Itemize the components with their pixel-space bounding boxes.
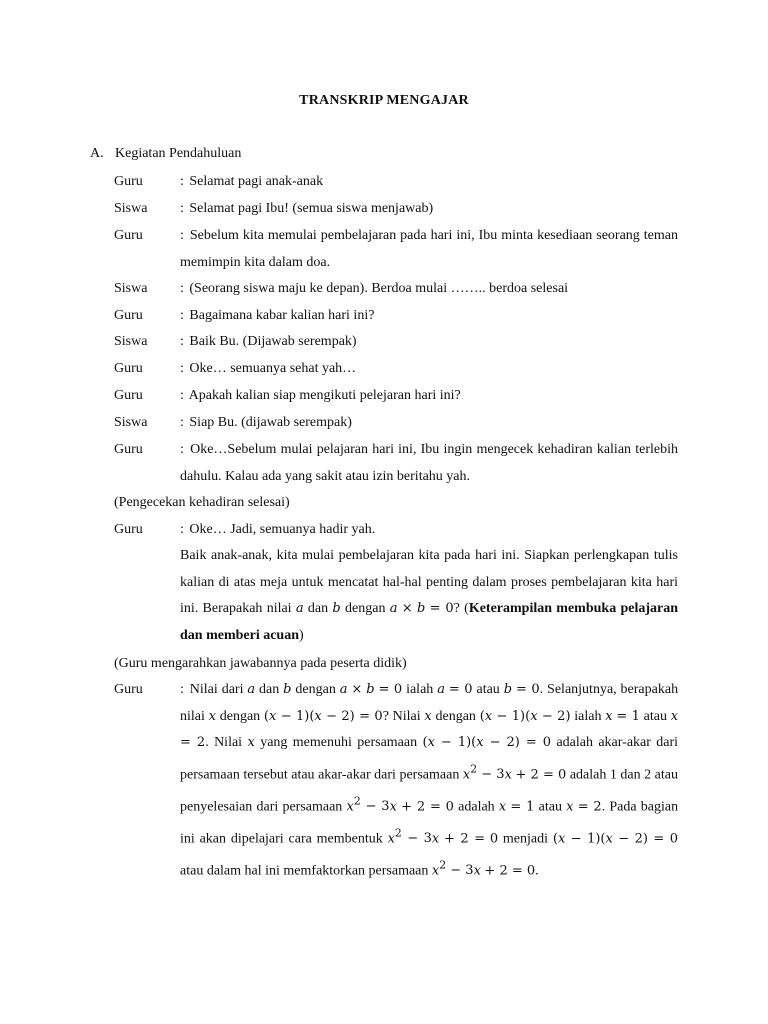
dialog-line: Siswa : Selamat pagi Ibu! (semua siswa menjawab): [114, 196, 678, 223]
dialog-line: Guru : Oke… Jadi, semuanya hadir yah.: [114, 517, 678, 544]
dialog-line: Guru : Oke… semuanya sehat yah…: [114, 356, 678, 383]
skill-label: Keterampilan membuka pelajaran dan memberi acuan: [180, 601, 679, 643]
utterance: Bagaimana kabar kalian hari ini?: [189, 308, 375, 323]
dialog-line: [114, 677, 678, 884]
dialog-line: Guru : Oke…Sebelum mulai pelajaran hari ini, Ibu ingin mengecek kehadiran kalian terlebih dahulu. Kalau ada yang sakit atau izin beritahu yah.: [114, 437, 678, 490]
speaker-label: Siswa: [114, 281, 148, 296]
speaker-label: Guru: [114, 682, 143, 697]
page-title: TRANSKRIP MENGAJAR: [299, 93, 469, 108]
speaker-label: Guru: [114, 361, 143, 376]
speaker-label: Siswa: [114, 201, 148, 216]
utterance: Oke… semuanya sehat yah…: [189, 361, 357, 376]
speaker-label: Guru: [114, 228, 143, 243]
dialog-line: Siswa : (Seorang siswa maju ke depan). Berdoa mulai …….. berdoa selesai: [114, 276, 678, 303]
dialog-line: Siswa : Siap Bu. (dijawab serempak): [114, 410, 678, 437]
utterance: Siap Bu. (dijawab serempak): [189, 415, 352, 430]
stage-note: (Guru mengarahkan jawabannya pada peserta didik): [114, 656, 407, 671]
dialog-line: Guru : Apakah kalian siap mengikuti pelejaran hari ini?: [114, 383, 678, 410]
dialog-line: Guru : Sebelum kita memulai pembelajaran pada hari ini, Ibu minta kesediaan seorang teman memimpin kita dalam doa.: [114, 223, 678, 276]
teacher-paragraph: Baik anak-anak, kita mulai pembelajaran kita pada hari ini. Siapkan perlengkapan tulis kalian di atas meja untuk mencatat hal-hal penting dalam proses pembelajaran kita hari ini. Berapakah nilai a dan b dengan a × b = 0? (Keterampilan membuka pelajaran dan memberi acuan): [180, 548, 679, 643]
speaker-label: Siswa: [114, 334, 148, 349]
section-letter: A.: [90, 146, 104, 161]
utterance: Selamat pagi Ibu! (semua siswa menjawab): [189, 201, 434, 216]
speaker-label: Guru: [114, 442, 143, 457]
dialog-line: Guru : Selamat pagi anak-anak: [114, 169, 678, 196]
math-explanation: : Nilai dari a dan b dengan a × b = 0 ialah a = 0 atau b = 0. Selanjutnya, berapakah nilai x dengan (x − 1)(x − 2) = 0? Nilai x dengan (x − 1)(x − 2) ialah x = 1 atau x = 2. Nilai x yang memenuhi persamaan (x − 1)(x − 2) = 0 adalah akar-akar dari persamaan tersebut atau akar-akar dari persamaan $x^2 - 3x + 2 = 0$ adalah 1 dan 2 atau penyelesaian dari persamaan $x^2 - 3x + 2 = 0$ adalah x = 1 atau x = 2. Pada bagian ini akan dipelajari cara membentuk $x^2 - 3x + 2 = 0$ menjadi (x − 1)(x − 2) = 0 atau dalam hal ini memfaktorkan persamaan $x^2 - 3x + 2 = 0$.: [180, 682, 679, 878]
stage-note: (Pengecekan kehadiran selesai): [114, 495, 290, 510]
dialog-line: Siswa : Baik Bu. (Dijawab serempak): [114, 329, 678, 356]
utterance: Oke…Sebelum mulai pelajaran hari ini, Ibu ingin mengecek kehadiran kalian terlebih dahulu. Kalau ada yang sakit atau izin beritahu yah.: [180, 442, 678, 484]
speaker-label: Guru: [114, 522, 143, 537]
section-title: Kegiatan Pendahuluan: [115, 146, 242, 161]
utterance: (Seorang siswa maju ke depan). Berdoa mulai …….. berdoa selesai: [189, 281, 569, 296]
speaker-label: Guru: [114, 174, 143, 189]
speaker-label: Siswa: [114, 415, 148, 430]
utterance: Baik Bu. (Dijawab serempak): [189, 334, 357, 349]
utterance: Selamat pagi anak-anak: [189, 174, 324, 189]
utterance: Apakah kalian siap mengikuti pelejaran hari ini?: [188, 388, 461, 403]
speaker-label: Guru: [114, 388, 143, 403]
speaker-label: Guru: [114, 308, 143, 323]
utterance: Sebelum kita memulai pembelajaran pada hari ini, Ibu minta kesediaan seorang teman memimpin kita dalam doa.: [180, 228, 678, 270]
utterance: Oke… Jadi, semuanya hadir yah.: [189, 522, 376, 537]
dialog-line: Guru : Bagaimana kabar kalian hari ini?: [114, 303, 678, 330]
